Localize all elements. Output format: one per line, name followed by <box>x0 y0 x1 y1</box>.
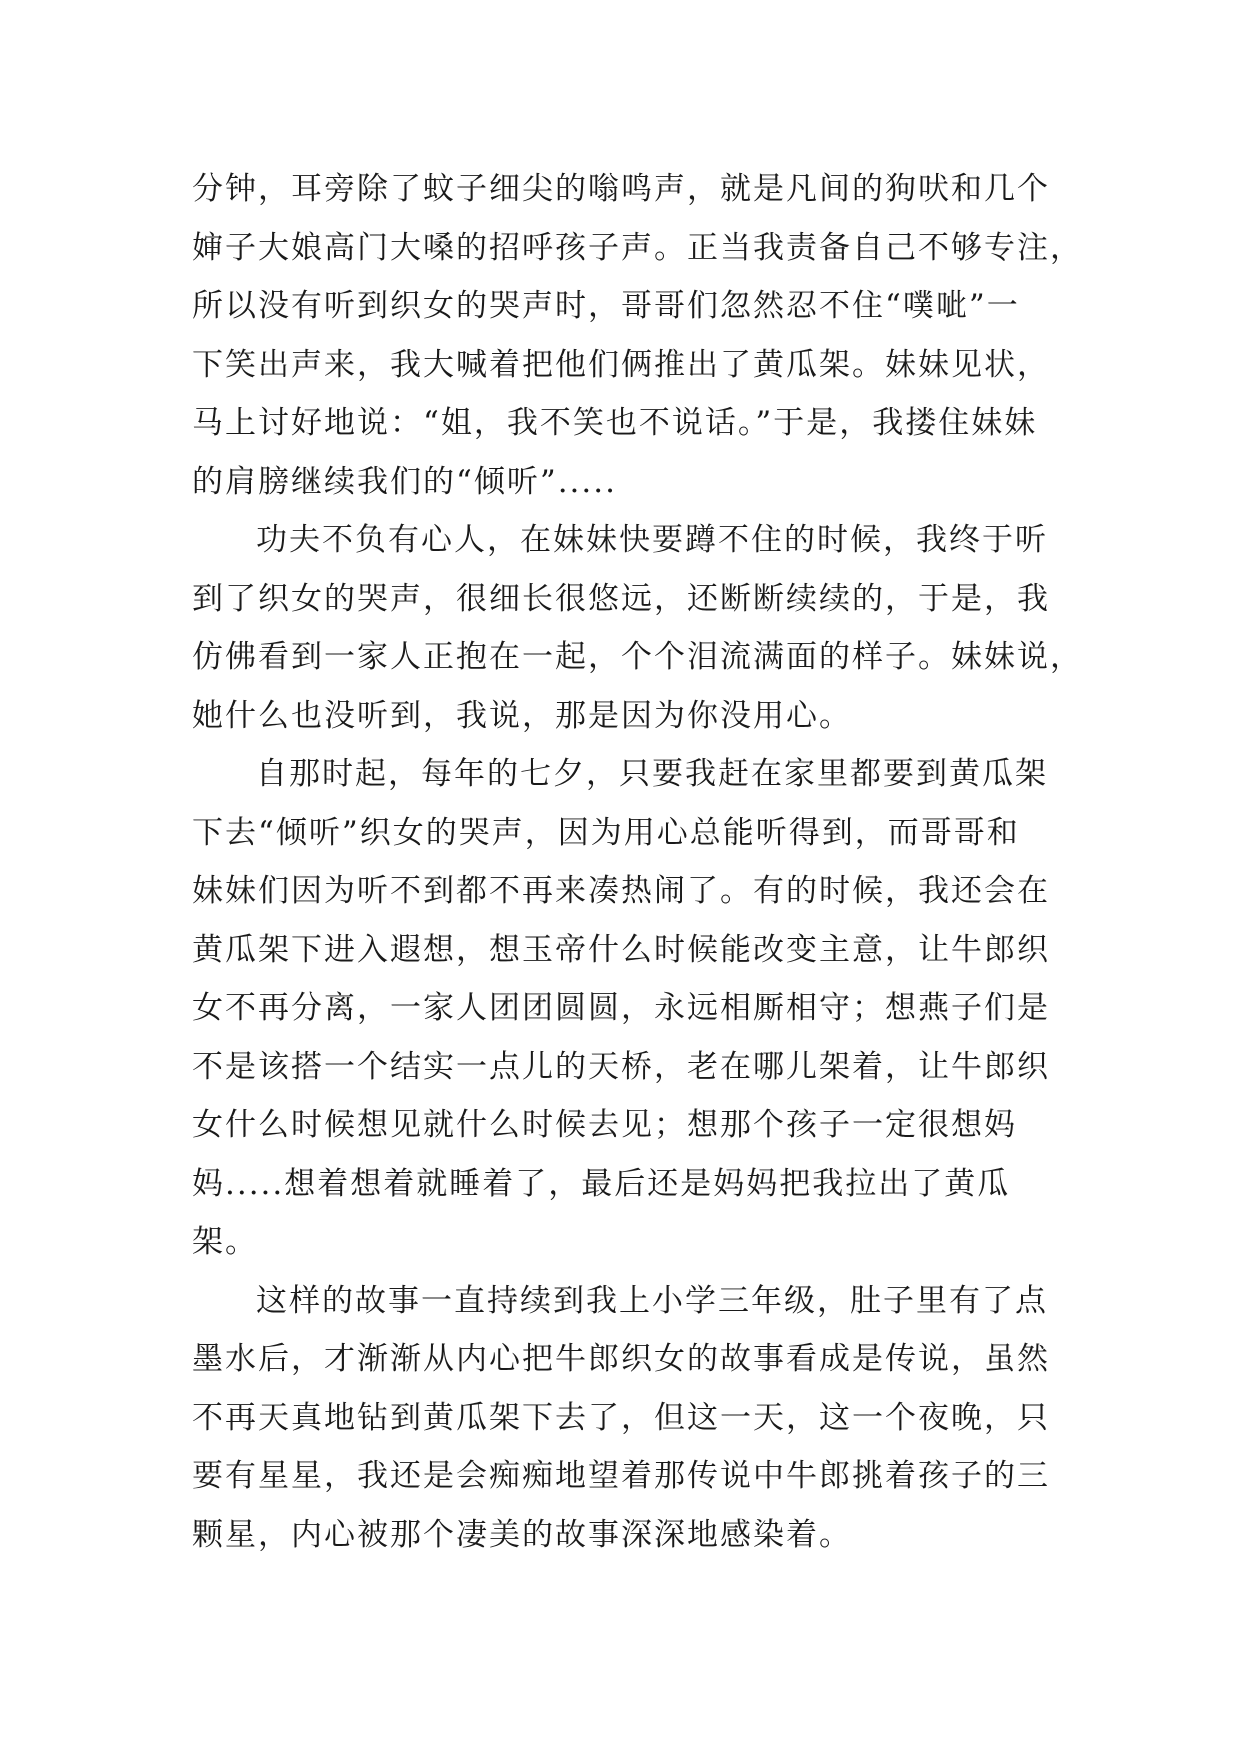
text-line: 不是该搭一个结实一点儿的天桥，老在哪儿架着，让牛郎织 <box>192 1048 1050 1085</box>
text-line: 婶子大娘高门大嗓的招呼孩子声。正当我责备自己不够专注， <box>192 229 1083 266</box>
text-line: 黄瓜架下进入遐想，想玉帝什么时候能改变主意，让牛郎织 <box>192 931 1050 968</box>
text-line: 颗星，内心被那个凄美的故事深深地感染着。 <box>192 1516 852 1553</box>
text-line: 分钟，耳旁除了蚊子细尖的嗡鸣声，就是凡间的狗吠和几个 <box>192 171 1050 207</box>
text-line: 到了织女的哭声，很细长很悠远，还断断续续的，于是，我 <box>192 580 1050 617</box>
text-line: 女不再分离，一家人团团圆圆，永远相厮相守；想燕子们是 <box>192 990 1050 1026</box>
text-line: 女什么时候想见就什么时候去见；想那个孩子一定很想妈 <box>192 1107 1017 1143</box>
text-line: 的肩膀继续我们的“倾听”..... <box>192 463 617 500</box>
paragraph-first-line: 功夫不负有心人，在妹妹快要蹲不住的时候，我终于听 <box>256 522 1048 558</box>
paragraph-first-line: 自那时起，每年的七夕，只要我赶在家里都要到黄瓜架 <box>256 756 1048 792</box>
paragraph-first-line: 这样的故事一直持续到我上小学三年级，肚子里有了点 <box>256 1282 1048 1319</box>
text-line: 所以没有听到织女的哭声时，哥哥们忽然忍不住“噗呲”一 <box>192 288 1020 324</box>
text-line: 妹妹们因为听不到都不再来凑热闹了。有的时候，我还会在 <box>192 873 1050 909</box>
text-line: 要有星星，我还是会痴痴地望着那传说中牛郎挑着孩子的三 <box>192 1458 1050 1494</box>
body-text <box>192 160 1092 1564</box>
text-line: 架。 <box>192 1224 258 1260</box>
text-line: 下去“倾听”织女的哭声，因为用心总能听得到，而哥哥和 <box>192 814 1020 851</box>
text-line: 妈.....想着想着就睡着了，最后还是妈妈把我拉出了黄瓜 <box>192 1165 1011 1202</box>
text-line: 墨水后，才渐渐从内心把牛郎织女的故事看成是传说，虽然 <box>192 1341 1050 1377</box>
text-line: 她什么也没听到，我说，那是因为你没用心。 <box>192 697 852 734</box>
text-line: 下笑出声来，我大喊着把他们俩推出了黄瓜架。妹妹见状， <box>192 346 1050 383</box>
text-line: 马上讨好地说：“姐，我不笑也不说话。”于是，我搂住妹妹 <box>192 405 1038 441</box>
text-line: 仿佛看到一家人正抱在一起，个个泪流满面的样子。妹妹说， <box>192 639 1083 675</box>
text-line: 不再天真地钻到黄瓜架下去了，但这一天，这一个夜晚，只 <box>192 1399 1050 1436</box>
